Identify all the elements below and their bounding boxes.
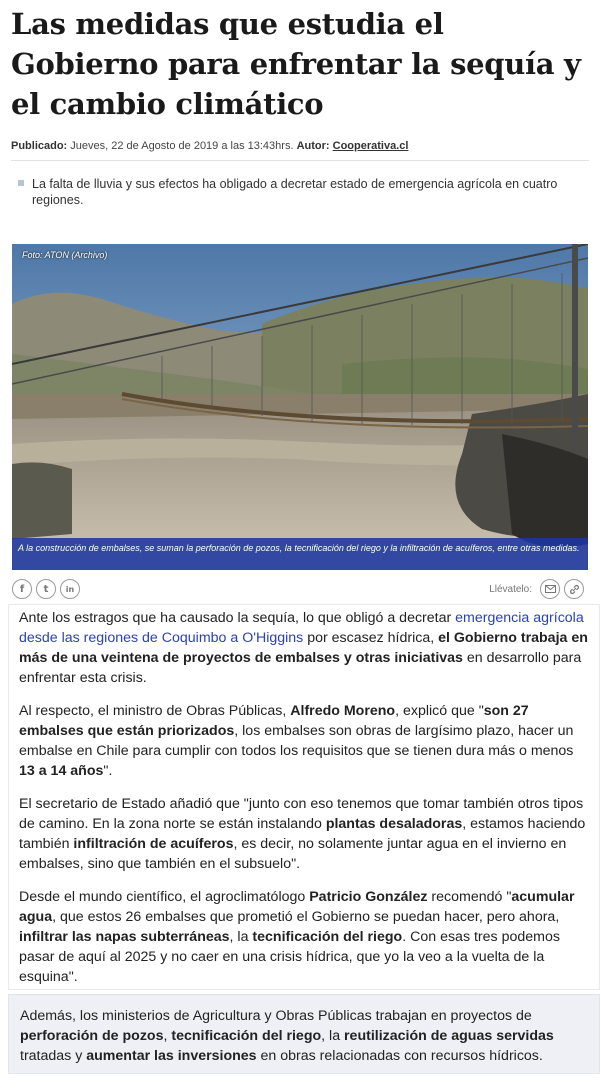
- link-icon[interactable]: [564, 579, 584, 599]
- p3-bold-2: infiltración de acuíferos: [73, 836, 234, 852]
- p5-text-d: tratadas y: [20, 1048, 87, 1064]
- p2-bold-3: 13 a 14 años: [19, 763, 104, 779]
- published-date: Jueves, 22 de Agosto de 2019 a las 13:43hrs.: [67, 140, 297, 152]
- photo-caption: A la construcción de embalses, se suman la perforación de pozos, la tecnificación del riego y la infiltración de acuíferos, entre otras medidas.: [12, 538, 588, 570]
- p1-text-b: por escasez hídrica,: [303, 630, 439, 646]
- p1-text-a: Ante los estragos que ha causado la sequía, lo que obligó a decretar: [19, 610, 456, 626]
- p4-bold-2: acumular agua: [19, 889, 575, 925]
- email-icon[interactable]: [540, 579, 560, 599]
- p3-text-a: El secretario de Estado añadió que "junto con eso tenemos que tomar también otros tipos de camino. En la zona norte se están instalando: [19, 796, 584, 832]
- p2-text-a: Al respecto, el ministro de Obras Públicas,: [19, 703, 291, 719]
- p5-bold-4: aumentar las inversiones: [86, 1048, 257, 1064]
- p4-bold-1: Patricio González: [309, 889, 428, 905]
- summary-text: La falta de lluvia y sus efectos ha obligado a decretar estado de emergencia agrícola en cuatro regiones.: [32, 177, 558, 207]
- chain-link-glyph: [569, 584, 580, 595]
- p4-text-b: recomendó ": [427, 889, 512, 905]
- p2-text-b: , explicó que ": [395, 703, 484, 719]
- take-label: Llévatelo:: [489, 583, 532, 595]
- share-bar: [12, 578, 588, 600]
- article-photo[interactable]: [12, 244, 588, 570]
- author-label: Autor:: [296, 140, 330, 152]
- p5-text-c: , la: [321, 1028, 345, 1044]
- paragraph-3: [19, 794, 591, 874]
- p5-bold-3: reutilización de aguas servidas: [344, 1028, 554, 1044]
- suspension-bridge-landscape-image: [12, 244, 588, 570]
- twitter-icon[interactable]: t: [36, 579, 56, 599]
- meta-divider: [11, 160, 589, 161]
- p4-text-a: Desde el mundo científico, el agroclimatólogo: [19, 889, 310, 905]
- p1-bold: el Gobierno trabaja en más de una veintena de proyectos de embalses y otras iniciativas: [19, 630, 588, 666]
- p2-bold-1: Alfredo Moreno: [290, 703, 396, 719]
- p5-text-a: Además, los ministerios de Agricultura y Obras Públicas trabajan en proyectos de: [20, 1008, 532, 1024]
- author-link[interactable]: Cooperativa.cl: [332, 140, 409, 152]
- p4-text-c: , que estos 26 embalses que prometió el Gobierno se puedan hacer, pero ahora,: [52, 909, 560, 925]
- article-meta: [11, 138, 591, 154]
- article-summary: [18, 176, 578, 208]
- p5-text-e: en obras relacionadas con recursos hídricos.: [256, 1048, 543, 1064]
- article-headline: Las medidas que estudia el Gobierno para enfrentar la sequía y el cambio climático: [11, 7, 581, 121]
- envelope-glyph: [545, 585, 556, 593]
- highlight-paragraph: [20, 1006, 585, 1066]
- paragraph-2: [19, 701, 591, 781]
- p2-bold-2: son 27 embalses que están priorizados: [19, 703, 529, 739]
- p2-text-c: , los embalses son obras de largísimo plazo, hacer un embalse en Chile para cumplir con todos los requisitos que se tienen dura más o menos: [19, 723, 574, 759]
- paragraph-4: [19, 887, 591, 987]
- p5-text-b: ,: [163, 1028, 172, 1044]
- p5-bold-2: tecnificación del riego: [171, 1028, 322, 1044]
- emergency-link[interactable]: emergencia agrícola desde las regiones de Coquimbo a O'Higgins: [19, 610, 584, 646]
- p4-bold-3: infiltrar las napas subterráneas: [19, 929, 230, 945]
- summary-bullet-icon: [18, 180, 24, 186]
- photo-credit: Foto: ATON (Archivo): [22, 250, 108, 260]
- p2-text-d: ".: [103, 763, 113, 779]
- p3-bold-1: plantas desaladoras: [325, 816, 463, 832]
- p3-text-b: , estamos haciendo también: [19, 816, 586, 852]
- p5-bold-1: perforación de pozos: [20, 1028, 164, 1044]
- published-label: Publicado:: [11, 140, 68, 152]
- p4-text-d: , la: [229, 929, 253, 945]
- p1-text-c: en desarrollo para enfrentar esta crisis.: [19, 650, 582, 686]
- p3-text-c: , es decir, no solamente juntar agua en el invierno en embalses, sino que también en el subsuelo".: [19, 836, 567, 872]
- p4-text-e: . Con esas tres podemos pasar de aquí al 2025 y no caer en una crisis hídrica, que yo la veo a la vuelta de la esquina".: [19, 929, 560, 985]
- article-body: [19, 608, 591, 1000]
- paragraph-1: [19, 608, 591, 688]
- linkedin-icon[interactable]: in: [60, 579, 80, 599]
- p4-bold-4: tecnificación del riego: [252, 929, 403, 945]
- facebook-icon[interactable]: f: [12, 579, 32, 599]
